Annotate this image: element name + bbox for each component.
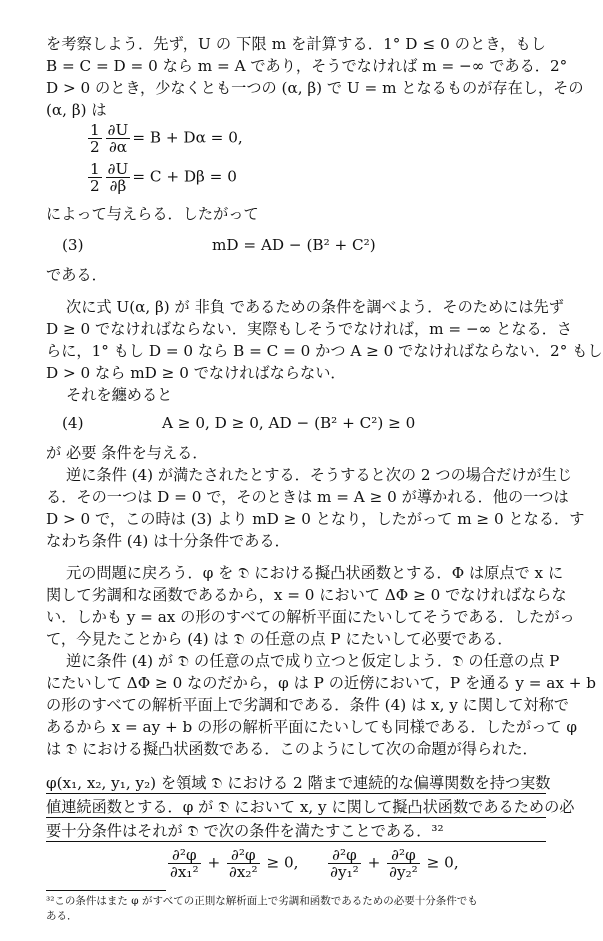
text-line-24: あるから x = ay + b の形の解析平面にたいしても同様である．したがって φ [46, 718, 578, 736]
text-line-19: い．しかも y = ax の形のすべての解析平面にたいしてそうである．したがっ [46, 608, 575, 626]
equation-theorem-conditions: $\frac{\text{∂²φ}}{\text{∂x₁²}}$ + $\frac{\text{∂²φ}}{\text{∂x₂²}}$ ≥ 0, $\frac{\text{∂²φ}}{\text{∂y₁²}}$ + $\frac{\text{∂²φ}}{\text{∂y₂²}}$ ≥ 0, [170, 846, 459, 881]
text-line-12: が 必要 条件を与える． [46, 444, 208, 462]
text-line-9: らに，1° もし D = 0 なら B = C = 0 かつ A ≥ 0 でなければならない．2° もし [46, 342, 603, 360]
text-line-3: D > 0 のとき，少なくとも一つの (α, β) で U = m となるものが存在し，その [46, 79, 584, 97]
equation-4-label: (4) [62, 414, 84, 432]
text-line-6: である． [46, 266, 107, 284]
equation-3-label: (3) [62, 236, 84, 254]
text-line-23: の形のすべての解析平面上で劣調和である．条件 (4) は x, y に関して対称で [46, 696, 569, 714]
footnote-rule [46, 890, 166, 891]
text-line-1: を考察しよう．先ず，U の 下限 m を計算する．1° D ≤ 0 のとき，もし [46, 35, 546, 53]
equation-dU-dalpha: $\frac{1}{2}$ $\frac{\partial U}{\partial\alpha}$ = B + Dα = 0, [90, 121, 243, 156]
text-line-5: によって与えらる．したがって [46, 205, 259, 223]
text-line-17: 元の問題に戻ろう．φ を 𝔇 における擬凸状函数とする．Φ は原点で x に [66, 564, 564, 582]
text-line-20: て，今見たことから (4) は 𝔇 の任意の点 P にたいして必要である． [46, 630, 513, 648]
text-line-22: にたいして ΔΦ ≥ 0 なのだから，φ は P の近傍において，P を通る y = ax + b [46, 674, 597, 692]
text-line-18: 関して劣調和な函数であるから，x = 0 において ΔΦ ≥ 0 でなければならな [46, 586, 567, 604]
text-line-8: D ≥ 0 でなければならない．実際もしそうでなければ，m = −∞ となる．さ [46, 320, 573, 338]
text-line-11: それを纏めると [66, 386, 173, 404]
text-line-21: 逆に条件 (4) が 𝔇 の任意の点で成り立つと仮定しよう．𝔇 の任意の点 P [66, 652, 560, 670]
text-line-25: は 𝔇 における擬凸状函数である．このようにして次の命題が得られた． [46, 740, 538, 758]
text-line-7: 次に式 U(α, β) が 非負 であるための条件を調べよう．そのためには先ず [66, 298, 564, 316]
theorem-line-1: φ(x₁, x₂, y₁, y₂) を領域 𝔇 における 2 階まで連続的な偏導関数を持つ実数 [46, 774, 551, 792]
equation-dU-dbeta: $\frac{1}{2}$ $\frac{\partial U}{\partial\beta}$ = C + Dβ = 0 [90, 160, 237, 195]
text-line-13: 逆に条件 (4) が満たされたとする．そうすると次の 2 つの場合だけが生じ [66, 466, 573, 484]
text-line-14: る．その一つは D = 0 で，そのときは m = A ≥ 0 が導かれる．他の一つは [46, 488, 569, 506]
theorem-line-3: 要十分条件はそれが 𝔇 で次の条件を満たすことである．³² [46, 821, 546, 842]
text-line-15: D > 0 で，この時は (3) より mD ≥ 0 となり，したがって m ≥ 0 となる．す [46, 510, 585, 528]
footnote-line-2: ある． [46, 910, 78, 922]
equation-4: A ≥ 0, D ≥ 0, AD − (B² + C²) ≥ 0 [162, 414, 416, 432]
theorem-line-2: 値連続函数とする．φ が 𝔇 において x, y に関して擬凸状函数であるための必 [46, 798, 575, 816]
footnote-line-1: ³²この条件はまた φ がすべての正則な解析面上で劣調和函数であるための必要十分条件でも [46, 895, 478, 907]
text-line-2: B = C = D = 0 なら m = A であり，そうでなければ m = −∞ である．2° [46, 57, 568, 75]
text-line-4: (α, β) は [46, 101, 107, 119]
equation-3: mD = AD − (B² + C²) [212, 236, 376, 254]
text-line-10: D > 0 なら mD ≥ 0 でなければならない． [46, 364, 346, 382]
text-line-16: なわち条件 (4) は十分条件である． [46, 532, 290, 550]
